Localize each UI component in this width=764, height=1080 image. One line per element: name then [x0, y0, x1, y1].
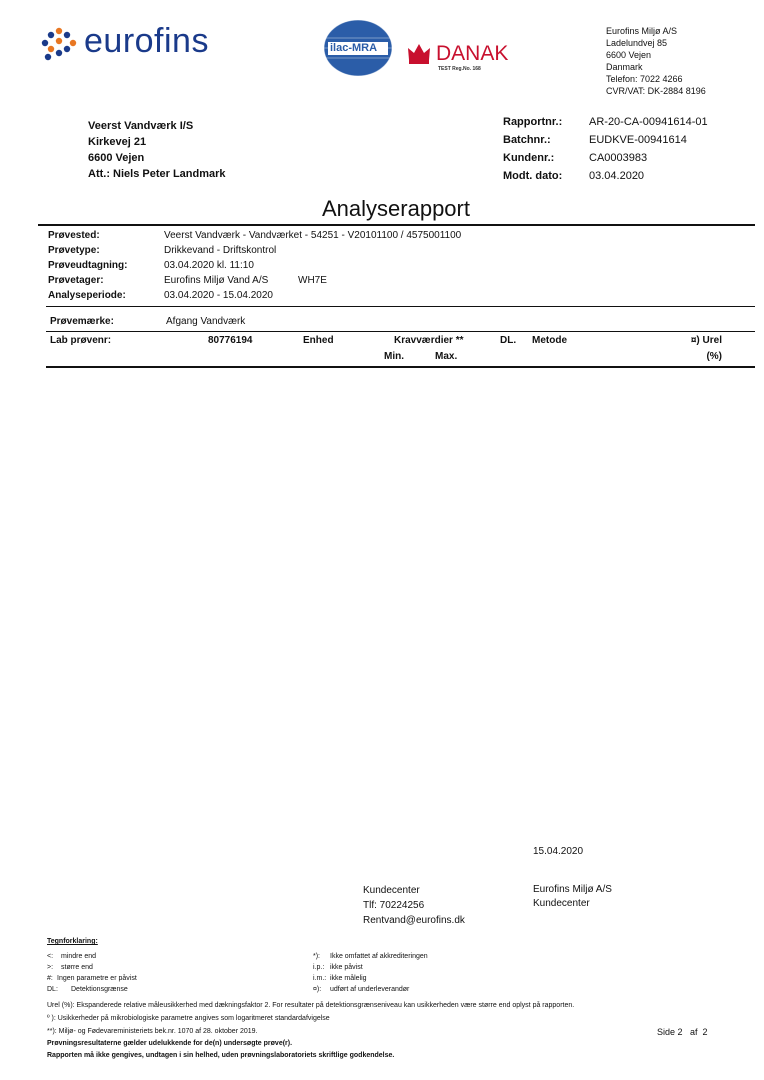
sampler-code: WH7E: [298, 275, 327, 286]
bold-note-line: Prøvningsresultaterne gælder udelukkende for de(n) undersøgte prøve(r).: [47, 1040, 293, 1047]
legend-left: [47, 951, 137, 995]
legend-text: Ingen parametre er påvist: [57, 975, 137, 982]
sample-value: Eurofins Miljø Vand A/S: [164, 275, 269, 286]
legend-symbol: *):: [313, 953, 320, 960]
recipient-line: Kirkevej 21: [88, 136, 147, 148]
legend-text: Detektionsgrænse: [71, 986, 128, 993]
eurofins-logo-mark-icon: [40, 26, 78, 64]
company-line: Eurofins Miljø A/S: [606, 26, 678, 36]
report-date: 15.04.2020: [533, 846, 584, 857]
contact-line: Kundecenter: [363, 885, 420, 896]
meta-value: CA0003983: [589, 152, 648, 164]
sample-info: [48, 228, 462, 303]
note-line: Urel (%): Ekspanderede relative måleusikkerhed med dækningsfaktor 2. For resultater på detektionsgrænseniveau kan usikkerheden være større end oplyst på rapporten.: [47, 1002, 575, 1009]
legend-text: ikke påvist: [330, 964, 363, 971]
crown-icon: [406, 40, 432, 66]
contact-line: Kundecenter: [533, 898, 590, 909]
note-line: º ): Usikkerheder på mikrobiologiske parametre angives som logaritmeret standardafvigelse: [47, 1015, 330, 1022]
col-urel: ¤) Urel: [690, 335, 722, 346]
footer-notes: [47, 999, 574, 1038]
meta-label: Rapportnr.:: [503, 116, 563, 128]
legend-right: [313, 951, 428, 995]
danak-reg: TEST Reg.No. 168: [438, 66, 481, 72]
col-min: Min.: [384, 351, 404, 362]
ilac-mra-logo: [322, 18, 394, 78]
report-meta: [503, 116, 708, 188]
company-line: CVR/VAT: DK-2884 8196: [606, 86, 706, 96]
legend-title: Tegnforklaring:: [47, 938, 98, 945]
legend-text: Ikke omfattet af akkrediteringen: [330, 953, 428, 960]
note-line: **): Miljø- og Fødevareministeriets bek.nr. 1070 af 28. oktober 2019.: [47, 1028, 258, 1035]
company-line: Ladelundvej 85: [606, 38, 668, 48]
sample-mark-row: [50, 316, 246, 327]
meta-label: Kundenr.:: [503, 152, 555, 164]
meta-value: 03.04.2020: [589, 170, 645, 182]
table-header: [0, 335, 764, 365]
legend-text: udført af underleverandør: [330, 986, 410, 993]
mark-rule: [46, 331, 755, 332]
contact-line: Eurofins Miljø A/S: [533, 884, 612, 895]
company-address: [606, 25, 706, 97]
meta-label: Batchnr.:: [503, 134, 551, 146]
contact-line: Rentvand@eurofins.dk: [363, 915, 465, 926]
col-unit: Enhed: [303, 335, 334, 346]
sample-value: 03.04.2020 - 15.04.2020: [164, 290, 273, 301]
meta-label: Modt. dato:: [503, 170, 563, 182]
recipient-line: 6600 Vejen: [88, 152, 145, 164]
sample-label: Prøvetype:: [48, 245, 100, 256]
sample-label: Analyseperiode:: [48, 290, 126, 301]
eurofins-logo-text: eurofins: [84, 22, 209, 60]
col-sample-number: 80776194: [208, 335, 253, 346]
legend-text: større end: [61, 964, 93, 971]
sample-value: Veerst Vandværk - Vandværket - 54251 - V20101100 / 4575001100: [164, 230, 462, 241]
col-max: Max.: [435, 351, 458, 362]
company-line: Danmark: [606, 62, 643, 72]
legend-symbol: <:: [47, 953, 54, 960]
company-line: Telefon: 7022 4266: [606, 74, 683, 84]
legend-symbol: #:: [47, 975, 53, 982]
sample-mark-value: Afgang Vandværk: [166, 316, 246, 327]
title-rule: [38, 224, 755, 226]
legend-symbol: ¤):: [313, 986, 322, 993]
recipient-address: [88, 118, 226, 182]
sample-label: Prøvested:: [48, 230, 100, 241]
recipient-line: Veerst Vandværk I/S: [88, 120, 194, 132]
sample-label: Prøvetager:: [48, 275, 104, 286]
sample-value: Drikkevand - Driftskontrol: [164, 245, 277, 256]
sample-value: 03.04.2020 kl. 11:10: [164, 260, 254, 271]
info-rule: [46, 306, 755, 307]
footer-bold-notes: [47, 1038, 394, 1062]
legend-text: ikke målelig: [330, 975, 367, 982]
sample-mark-label: Prøvemærke:: [50, 316, 114, 327]
col-lab: Lab prøvenr:: [50, 335, 112, 346]
legend-symbol: i.m.:: [313, 975, 327, 982]
col-requirements: Kravværdier **: [394, 335, 464, 346]
meta-value: AR-20-CA-00941614-01: [589, 116, 708, 128]
page-number: Side 2 af 2: [657, 1027, 708, 1037]
legend-symbol: DL:: [47, 986, 58, 993]
legend-symbol: i.p.:: [313, 964, 325, 971]
col-dl: DL.: [500, 335, 517, 346]
col-urel-pct: (%): [706, 351, 722, 362]
bold-note-line: Rapporten må ikke gengives, undtagen i sin helhed, uden prøvningslaboratoriets skriftlige godkendelse.: [47, 1052, 395, 1059]
legend-symbol: >:: [47, 964, 54, 971]
recipient-line: Att.: Niels Peter Landmark: [88, 168, 226, 180]
col-method: Metode: [532, 335, 567, 346]
kundecenter-contact: [363, 883, 465, 928]
sample-label: Prøveudtagning:: [48, 260, 128, 271]
contact-line: Tlf: 70224256: [363, 900, 425, 911]
company-line: 6600 Vejen: [606, 50, 652, 60]
kundecenter-company: [533, 883, 612, 911]
ilac-mra-text: ilac-MRA: [330, 42, 378, 54]
meta-value: EUDKVE-00941614: [589, 134, 687, 146]
page-title: Analyserapport: [322, 196, 470, 221]
danak-text: DANAK: [436, 42, 509, 65]
table-header-rule: [46, 366, 755, 368]
legend-text: mindre end: [61, 953, 97, 960]
